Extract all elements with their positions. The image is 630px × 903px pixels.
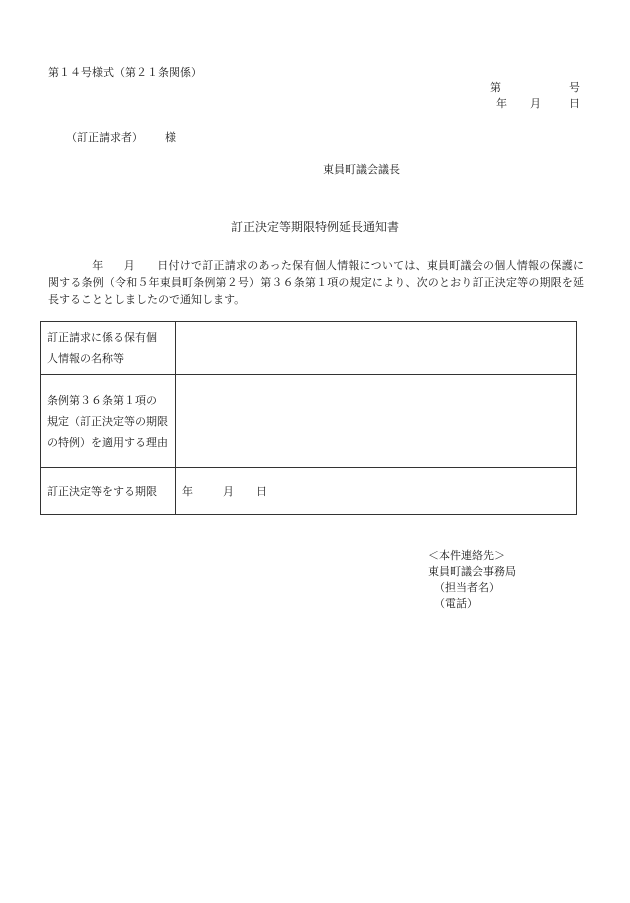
recipient (66, 131, 176, 144)
contact-info (428, 548, 516, 612)
document-date-month: 月 (530, 97, 541, 110)
deadline-year: 年 (182, 485, 193, 498)
document-date-year: 年 (496, 97, 507, 110)
recipient-honorific: 様 (165, 131, 176, 144)
table-label-deadline: 訂正決定等をする期限 (41, 468, 176, 515)
body-year: 年 (92, 259, 104, 272)
sender: 東員町議会議長 (323, 163, 400, 176)
deadline-day: 日 (256, 485, 267, 498)
form-number: 第１４号様式（第２１条関係） (48, 66, 202, 79)
recipient-name: （訂正請求者） (66, 131, 143, 144)
document-date-day: 日 (569, 97, 580, 110)
table-value-personal-info[interactable] (176, 322, 577, 375)
table-row (41, 468, 577, 515)
document-title: 訂正決定等期限特例延長通知書 (230, 220, 399, 234)
document-number-prefix: 第 (490, 81, 501, 94)
table-row (41, 322, 577, 375)
table-label-personal-info: 訂正請求に係る保有個 人情報の名称等 (41, 322, 176, 375)
contact-heading: ＜本件連絡先＞ (428, 549, 505, 562)
body-text: 日付けで訂正請求のあった保有個人情報については、東員町議会の個人情報の保護に関する条例（令和５年東員町条例第２号）第３６条第１項の規定により、次のとおり訂正決定等の期限を延長することとしましたので通知します。 (48, 259, 585, 306)
body-month: 月 (123, 259, 135, 272)
table-row (41, 375, 577, 468)
table-label-reason: 条例第３６条第１項の 規定（訂正決定等の期限 の特例）を適用する理由 (41, 375, 176, 468)
contact-person: （担当者名） (434, 581, 500, 594)
table-value-reason[interactable] (176, 375, 577, 468)
table-value-deadline[interactable] (176, 468, 577, 515)
contact-phone: （電話） (434, 597, 478, 610)
info-table (40, 321, 577, 515)
contact-office: 東員町議会事務局 (428, 565, 516, 578)
document-number-suffix: 号 (569, 81, 580, 94)
body-paragraph (48, 257, 584, 308)
deadline-month: 月 (223, 485, 234, 498)
